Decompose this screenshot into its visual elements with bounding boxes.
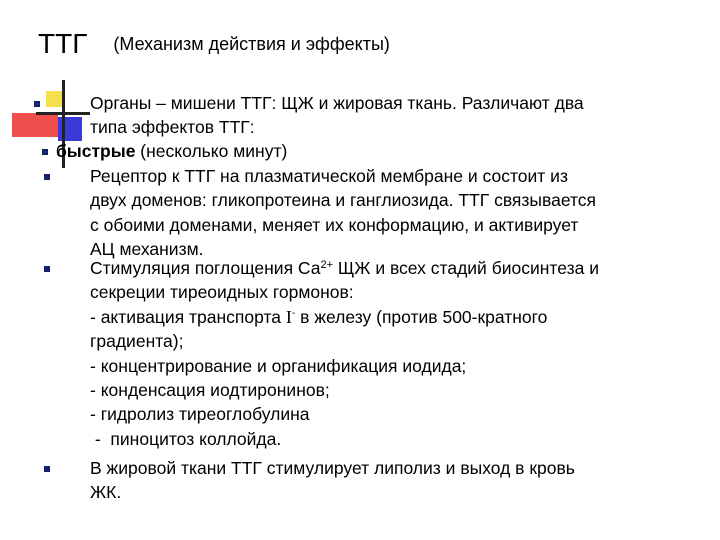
text-line xyxy=(90,256,690,280)
text-fragment: - активация транспорта xyxy=(90,306,286,327)
text-line: двух доменов: гликопротеина и ганглиозида. ТТГ связывается xyxy=(90,190,597,211)
superscript-charge: 2+ xyxy=(320,259,334,271)
text-line: Органы – мишени ТТГ: ЩЖ и жировая ткань. Различают два xyxy=(90,93,584,113)
text-fragment: ЩЖ и всех стадий биосинтеза и xyxy=(333,258,599,278)
list-item-stimulation xyxy=(90,256,690,451)
text-line: типа эффектов ТТГ: xyxy=(90,117,255,138)
iodide-symbol: I xyxy=(285,306,292,327)
list-item-adipose xyxy=(90,456,690,505)
bullet-square-icon xyxy=(42,149,48,155)
text-line: АЦ механизм. xyxy=(90,239,204,260)
text-line: секреции тиреоидных гормонов: xyxy=(90,282,354,303)
text-fragment: Стимуляция поглощения Са xyxy=(90,258,321,278)
title-main: ТТГ xyxy=(38,28,88,59)
text-line: - пиноцитоз коллойда. xyxy=(90,428,282,449)
bullet-square-icon xyxy=(44,466,50,472)
text-line: Рецептор к ТТГ на плазматической мембране и состоит из xyxy=(90,166,568,186)
text-line: ЖК. xyxy=(90,482,122,503)
text-line: с обоими доменами, меняет их конформацию, и активирует xyxy=(90,214,579,235)
fast-duration: (несколько минут) xyxy=(135,141,288,161)
text-line: В жировой ткани ТТГ стимулирует липолиз и выход в кровь xyxy=(90,458,575,478)
text-line: градиента); xyxy=(90,331,184,352)
bullet-square-icon xyxy=(34,101,40,107)
superscript-charge: - xyxy=(291,307,296,319)
list-item-receptor xyxy=(90,164,690,262)
text-line: - гидролиз тиреоглобулина xyxy=(90,404,310,425)
text-line: - концентрирование и органификация иодида; xyxy=(90,355,467,376)
title-subtitle: (Механизм действия и эффекты) xyxy=(113,34,390,54)
bullet-square-icon xyxy=(44,266,50,272)
fast-effects-line xyxy=(56,139,287,163)
fast-label: быстрые xyxy=(56,141,136,161)
text-fragment: в железу (против 500-кратного xyxy=(295,306,548,327)
list-item-targets xyxy=(90,91,690,140)
text-line: - конденсация иодтиронинов; xyxy=(90,380,330,401)
text-line xyxy=(90,305,690,329)
bullet-square-icon xyxy=(44,174,50,180)
